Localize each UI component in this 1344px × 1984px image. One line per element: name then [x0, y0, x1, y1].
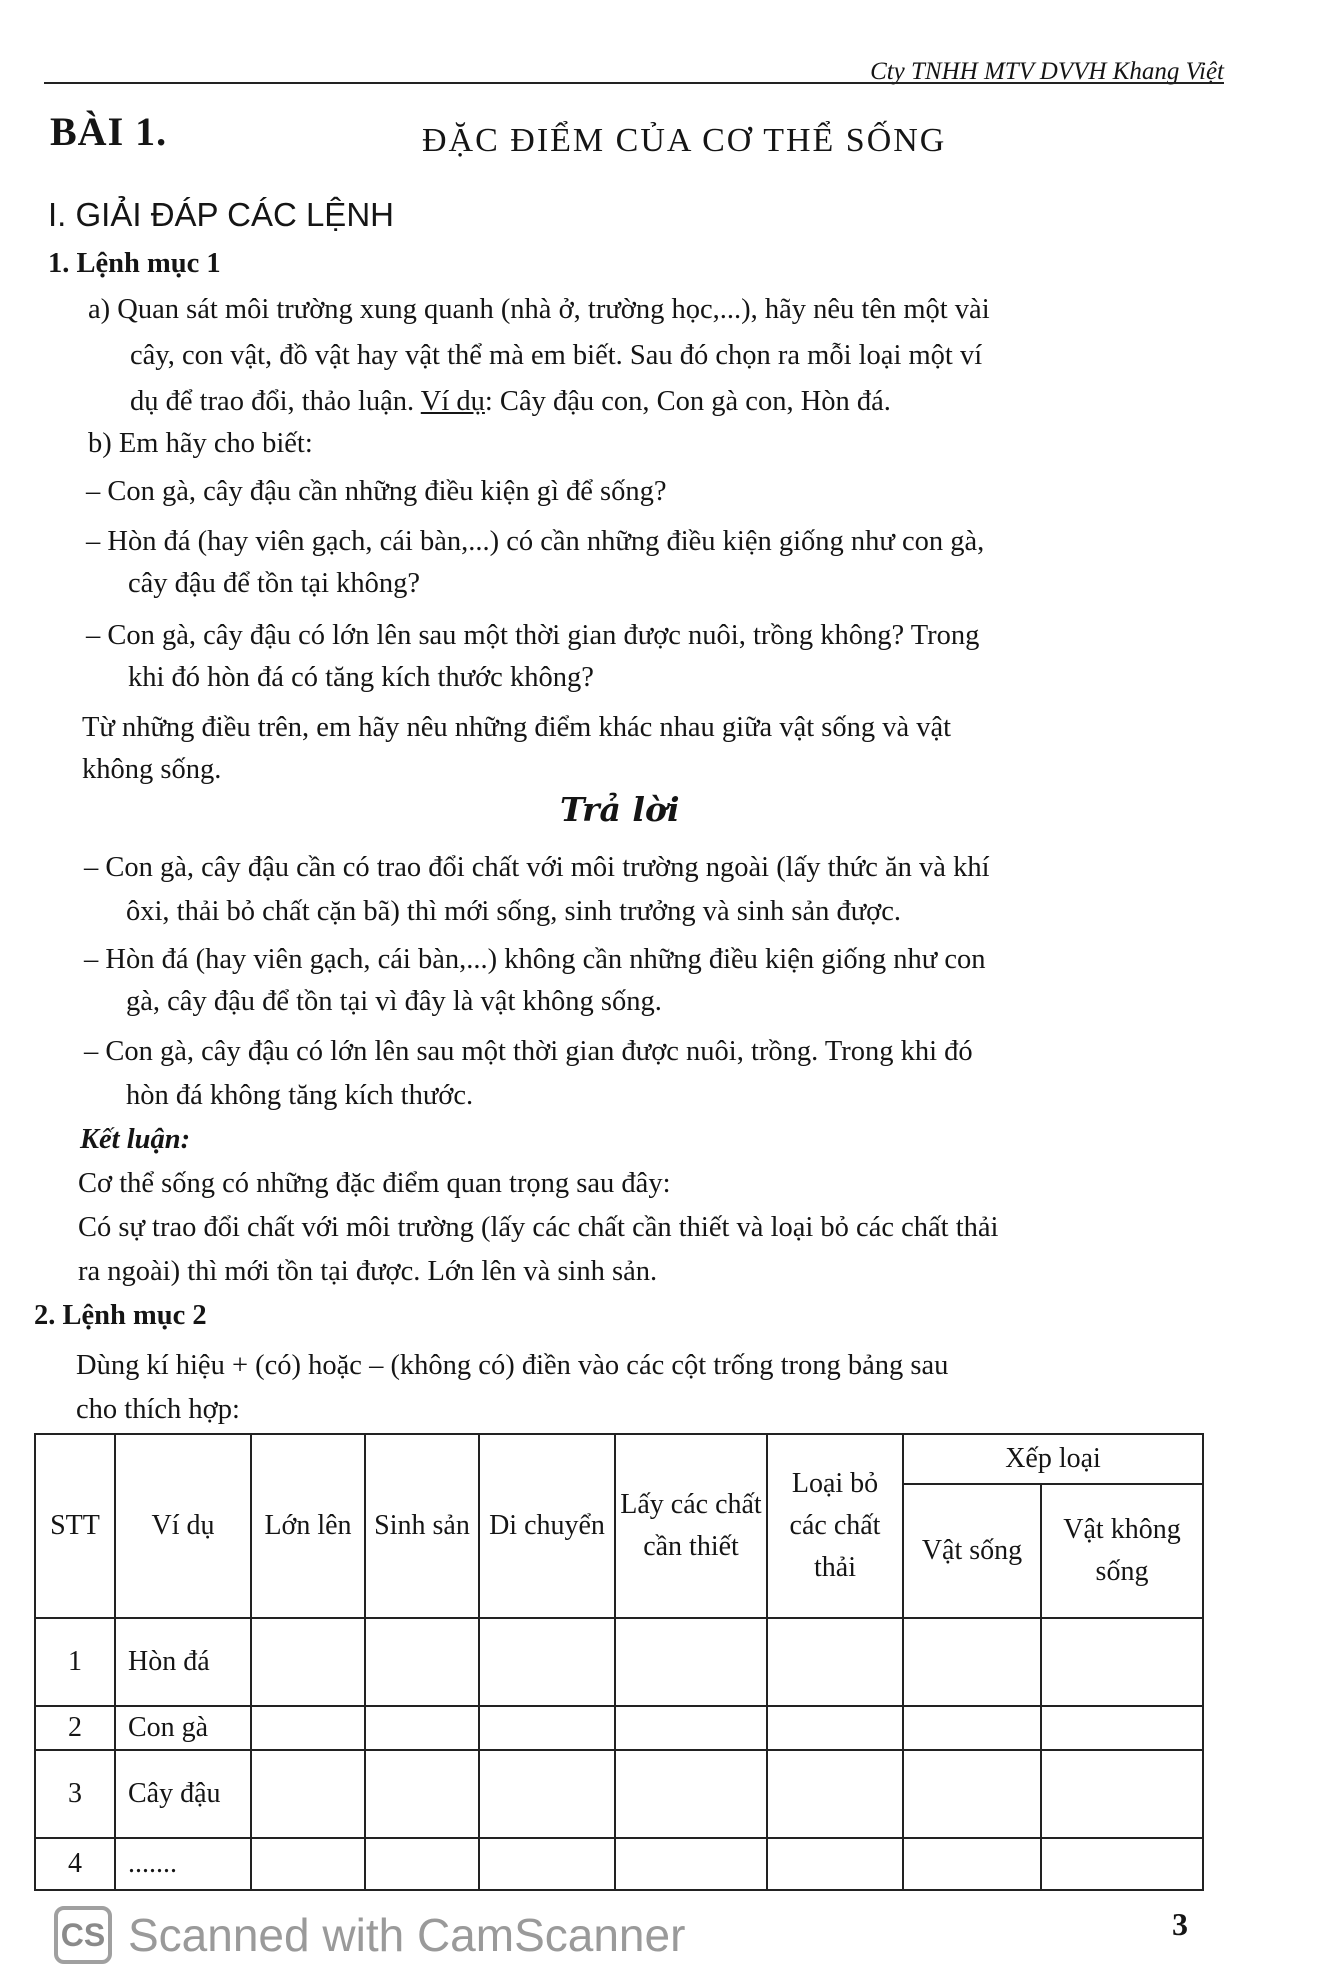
cell-stt: 2	[35, 1706, 115, 1750]
table-row	[35, 1838, 1203, 1890]
cell-empty	[767, 1706, 903, 1750]
conclusion-line-2: Có sự trao đổi chất với môi trường (lấy các chất cần thiết và loại bỏ các chất thải	[78, 1212, 999, 1243]
question-a-line-3	[130, 382, 891, 422]
header-move: Di chuyển	[479, 1434, 615, 1618]
cell-empty	[365, 1838, 479, 1890]
cell-empty	[479, 1838, 615, 1890]
header-take-substances: Lấy các chất cần thiết	[615, 1434, 767, 1618]
cell-empty	[251, 1706, 365, 1750]
cell-stt: 1	[35, 1618, 115, 1706]
part2-heading: 2. Lệnh mục 2	[34, 1300, 207, 1331]
answer-2-cont: gà, cây đậu để tồn tại vì đây là vật không sống.	[126, 986, 662, 1017]
summary-line-1: Từ những điều trên, em hãy nêu những điểm khác nhau giữa vật sống và vật	[82, 712, 952, 743]
camscanner-icon: CS	[54, 1906, 112, 1964]
cell-empty	[615, 1838, 767, 1890]
cell-empty	[251, 1750, 365, 1838]
cell-empty	[903, 1618, 1041, 1706]
part1-heading: 1. Lệnh mục 1	[48, 248, 221, 279]
scanner-text: Scanned with CamScanner	[128, 1909, 686, 1961]
cell-example: Hòn đá	[115, 1618, 251, 1706]
header-stt: STT	[35, 1434, 115, 1618]
cell-empty	[365, 1618, 479, 1706]
table-row	[35, 1618, 1203, 1706]
cell-empty	[903, 1838, 1041, 1890]
cell-empty	[1041, 1838, 1203, 1890]
header-excrete-waste: Loại bỏ các chất thải	[767, 1434, 903, 1618]
answer-1: – Con gà, cây đậu cần có trao đổi chất với môi trường ngoài (lấy thức ăn và khí	[84, 852, 990, 883]
question-a-line-1: a) Quan sát môi trường xung quanh (nhà ở, trường học,...), hãy nêu tên một vài	[88, 294, 990, 325]
answer-3-cont: hòn đá không tăng kích thước.	[126, 1080, 474, 1111]
classification-table	[34, 1433, 1204, 1891]
header-living: Vật sống	[903, 1484, 1041, 1618]
part2-instruction-line-1: Dùng kí hiệu + (có) hoặc – (không có) điền vào các cột trống trong bảng sau	[76, 1350, 949, 1381]
cell-empty	[1041, 1618, 1203, 1706]
header-classify: Xếp loại	[903, 1434, 1203, 1484]
cell-empty	[365, 1706, 479, 1750]
header-grow: Lớn lên	[251, 1434, 365, 1618]
cell-empty	[615, 1618, 767, 1706]
question-b-item-1: – Con gà, cây đậu cần những điều kiện gì để sống?	[86, 476, 667, 507]
cell-example: .......	[115, 1838, 251, 1890]
scanner-watermark	[54, 1906, 685, 1964]
cell-example: Cây đậu	[115, 1750, 251, 1838]
section-title: I. GIẢI ĐÁP CÁC LỆNH	[48, 196, 394, 233]
cell-empty	[767, 1750, 903, 1838]
cell-empty	[365, 1750, 479, 1838]
example-label: Ví dụ	[420, 386, 485, 417]
cell-empty	[479, 1706, 615, 1750]
summary-line-2: không sống.	[82, 754, 222, 785]
lesson-number: BÀI 1.	[50, 109, 168, 154]
header-divider	[44, 82, 1224, 84]
conclusion-line-3: ra ngoài) thì mới tồn tại được. Lớn lên và sinh sản.	[78, 1256, 658, 1287]
part2-instruction-line-2: cho thích hợp:	[76, 1394, 240, 1425]
header-nonliving: Vật không sống	[1041, 1484, 1203, 1618]
question-a-line-3-text: dụ để trao đổi, thảo luận.	[130, 386, 415, 417]
table-row	[35, 1706, 1203, 1750]
conclusion-line-1: Cơ thể sống có những đặc điểm quan trọng sau đây:	[78, 1168, 671, 1199]
cell-empty	[767, 1618, 903, 1706]
cell-empty	[1041, 1750, 1203, 1838]
answer-title: Trả lời	[560, 790, 680, 829]
cell-stt: 3	[35, 1750, 115, 1838]
example-text: : Cây đậu con, Con gà con, Hòn đá.	[484, 386, 891, 417]
cell-empty	[479, 1618, 615, 1706]
question-b-item-2: – Hòn đá (hay viên gạch, cái bàn,...) có cần những điều kiện giống như con gà,	[86, 526, 985, 557]
question-b-item-3-cont: khi đó hòn đá có tăng kích thước không?	[128, 662, 594, 693]
cell-empty	[615, 1750, 767, 1838]
question-b-item-2-cont: cây đậu để tồn tại không?	[128, 568, 421, 599]
cell-empty	[479, 1750, 615, 1838]
question-a-line-2: cây, con vật, đồ vật hay vật thể mà em biết. Sau đó chọn ra mỗi loại một ví	[130, 340, 983, 371]
cell-empty	[903, 1706, 1041, 1750]
publisher-name: Cty TNHH MTV DVVH Khang Việt	[870, 58, 1224, 85]
answer-2: – Hòn đá (hay viên gạch, cái bàn,...) không cần những điều kiện giống như con	[84, 944, 986, 975]
conclusion-label: Kết luận:	[80, 1124, 191, 1155]
header-reproduce: Sinh sản	[365, 1434, 479, 1618]
cell-empty	[251, 1618, 365, 1706]
cell-empty	[767, 1838, 903, 1890]
page-number: 3	[1172, 1906, 1188, 1942]
answer-1-cont: ôxi, thải bỏ chất cặn bã) thì mới sống, sinh trưởng và sinh sản được.	[126, 896, 902, 927]
cell-stt: 4	[35, 1838, 115, 1890]
answer-3: – Con gà, cây đậu có lớn lên sau một thời gian được nuôi, trồng. Trong khi đó	[84, 1036, 973, 1067]
cell-empty	[251, 1838, 365, 1890]
cell-empty	[615, 1706, 767, 1750]
question-b-item-3: – Con gà, cây đậu có lớn lên sau một thời gian được nuôi, trồng không? Trong	[86, 620, 980, 651]
header-example: Ví dụ	[115, 1434, 251, 1618]
table-row	[35, 1750, 1203, 1838]
cell-empty	[1041, 1706, 1203, 1750]
cell-empty	[903, 1750, 1041, 1838]
lesson-title: ĐẶC ĐIỂM CỦA CƠ THỂ SỐNG	[422, 122, 947, 159]
cell-example: Con gà	[115, 1706, 251, 1750]
question-b: b) Em hãy cho biết:	[88, 428, 313, 459]
